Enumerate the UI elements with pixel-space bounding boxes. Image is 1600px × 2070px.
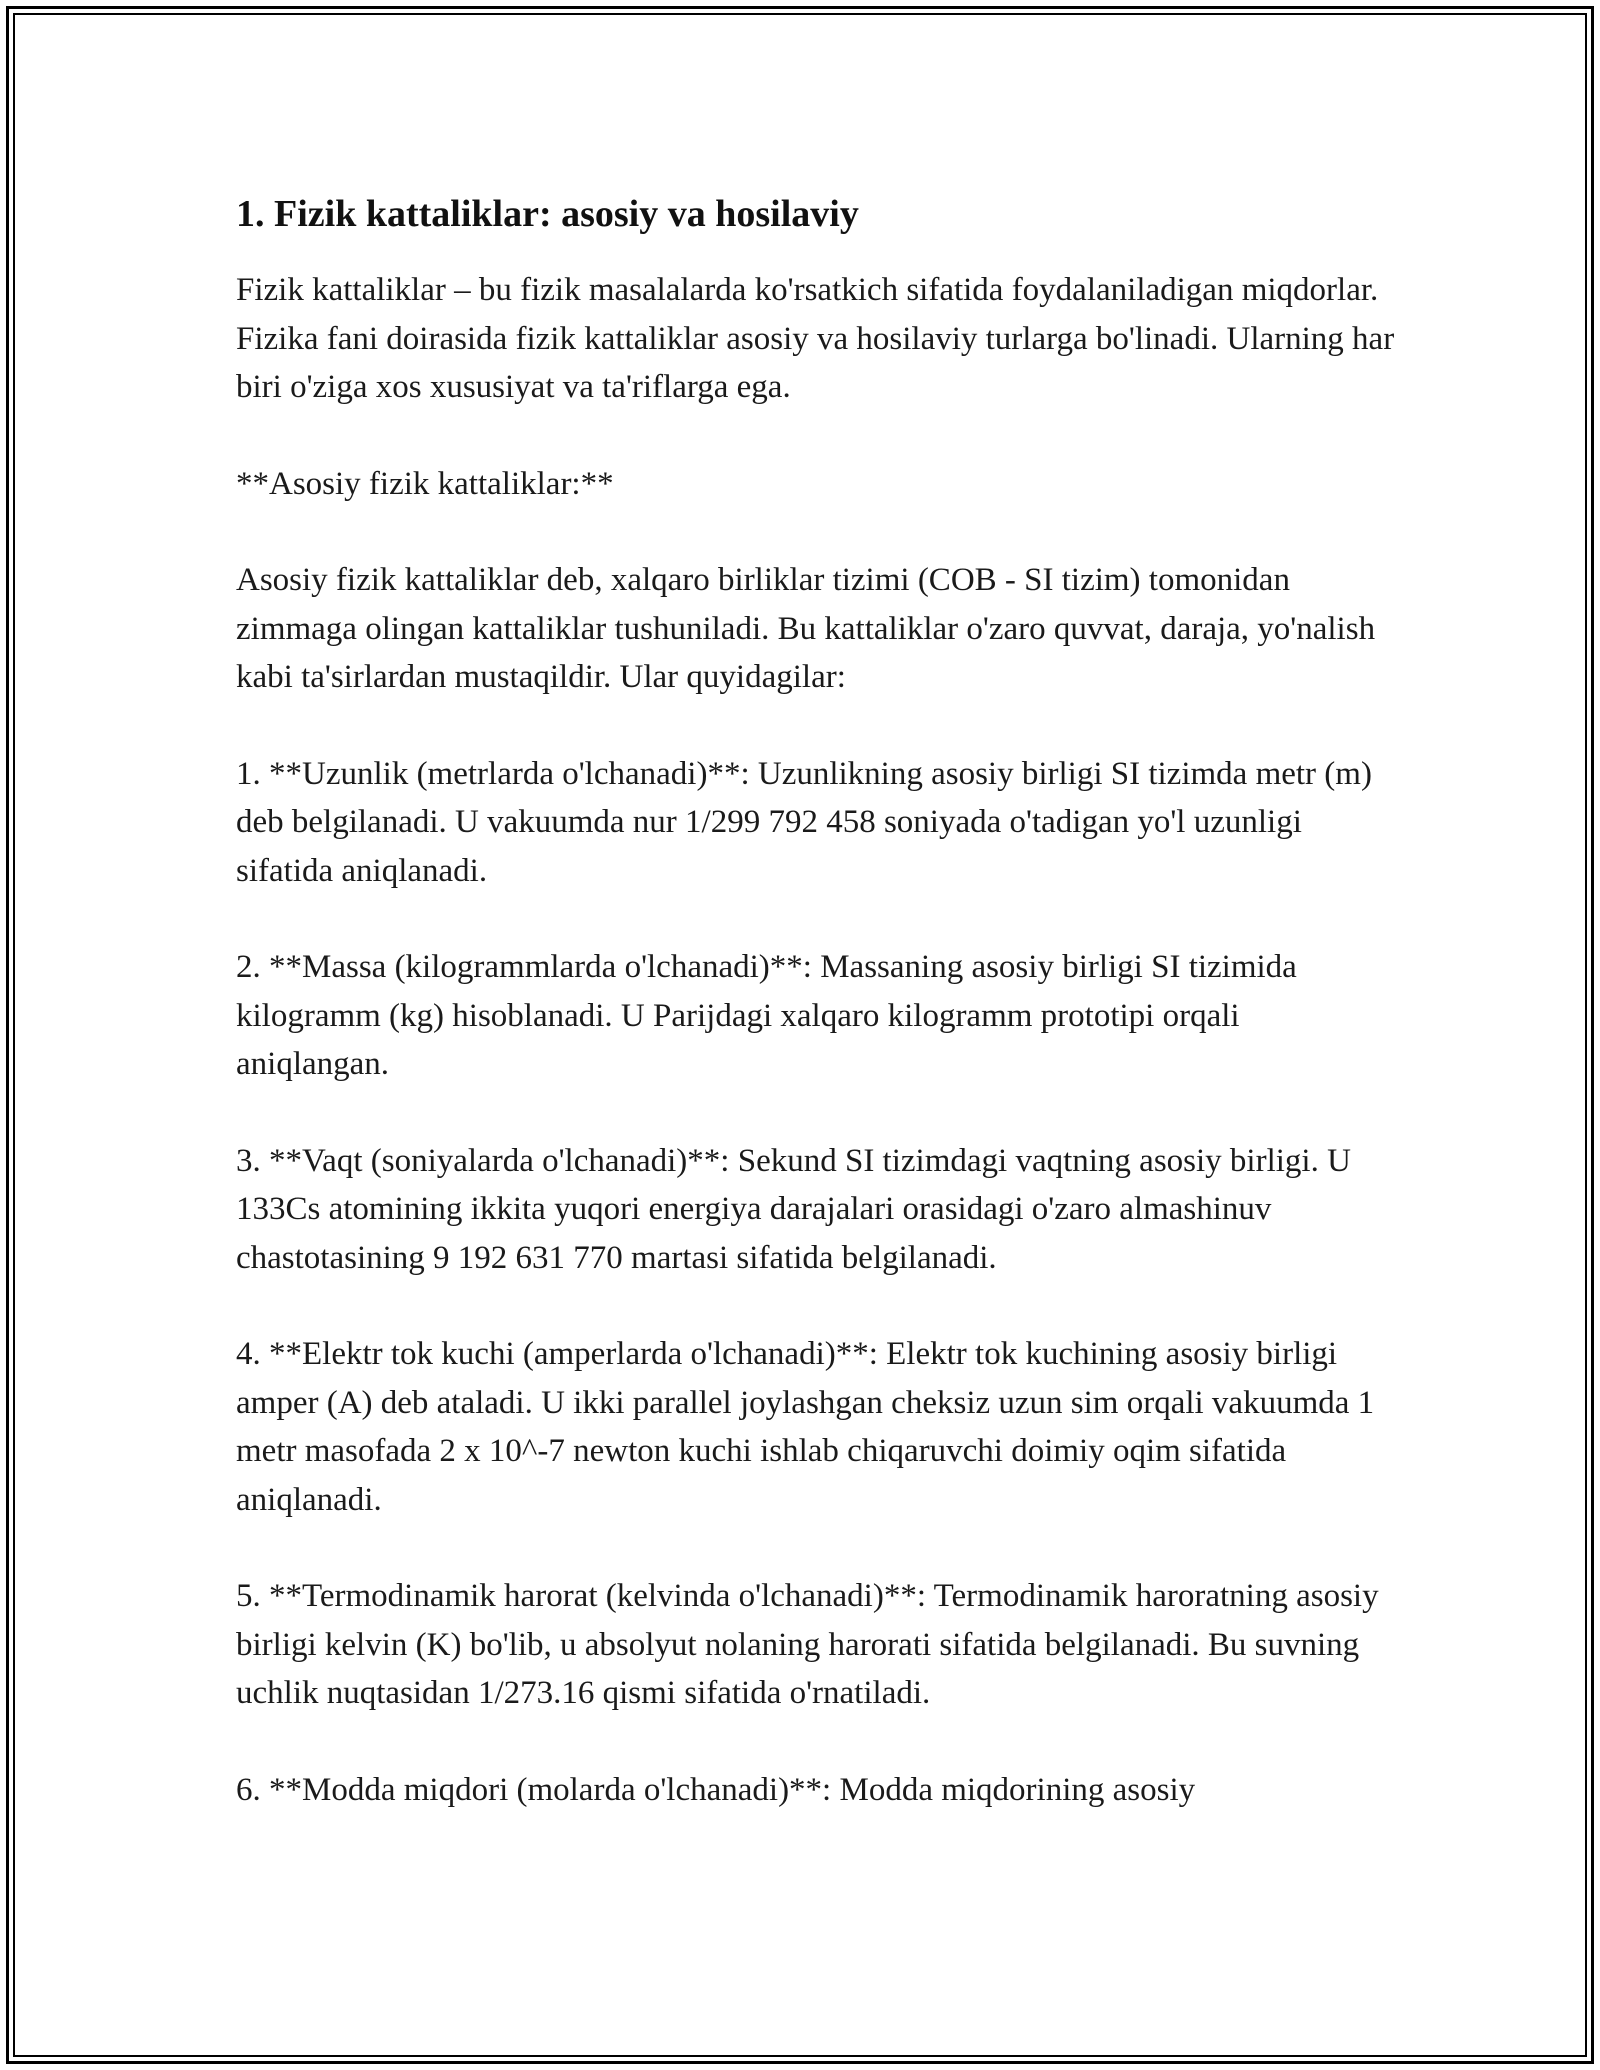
list-item-electric-current: 4. **Elektr tok kuchi (amperlarda o'lchanadi)**: Elektr tok kuchining asosiy birligi amper (A) deb ataladi. U ikki parallel joylashgan cheksiz uzun sim orqali vakuumda 1 metr masofada 2 x 10^-7 newton kuchi ishlab chiqaruvchi doimiy oqim sifatida aniqlanadi.	[236, 1336, 1375, 1518]
list-item-amount-of-substance: 6. **Modda miqdori (molarda o'lchanadi)**: Modda miqdorining asosiy	[236, 1771, 1196, 1808]
section-title: 1. Fizik kattaliklar: asosiy va hosilaviy	[236, 193, 859, 235]
list-item-length: 1. **Uzunlik (metrlarda o'lchanadi)**: Uzunlikning asosiy birligi SI tizimda metr (m) deb belgilanadi. U vakuumda nur 1/299 792 458 soniyada o'tadigan yo'l uzunligi sifatida aniqlanadi.	[236, 755, 1372, 889]
list-item-time: 3. **Vaqt (soniyalarda o'lchanadi)**: Sekund SI tizimdagi vaqtning asosiy birligi. U 133Cs atomining ikkita yuqori energiya darajalari orasidagi o'zaro almashinuv chastotasining 9 192 631 770 martasi sifatida belgilanadi.	[236, 1142, 1351, 1276]
list-item-temperature: 5. **Termodinamik harorat (kelvinda o'lchanadi)**: Termodinamik haroratning asosiy birligi kelvin (K) bo'lib, u absolyut nolaning harorati sifatida belgilanadi. Bu suvning uchlik nuqtasidan 1/273.16 qismi sifatida o'rnatiladi.	[236, 1578, 1379, 1711]
intro-paragraph: Fizik kattaliklar – bu fizik masalalarda ko'rsatkich sifatida foydalaniladigan miqdorlar. Fizika fani doirasida fizik kattaliklar asosiy va hosilaviy turlarga bo'linadi. Ularning har biri o'ziga xos xususiyat va ta'riflarga ega.	[236, 272, 1395, 405]
list-item-mass: 2. **Massa (kilogrammlarda o'lchanadi)**: Massaning asosiy birligi SI tizimida kilogramm (kg) hisoblanadi. U Parijdagi xalqaro kilogramm prototipi orqali aniqlangan.	[236, 949, 1297, 1082]
basic-quantities-heading: **Asosiy fizik kattaliklar:**	[236, 465, 614, 502]
basic-quantities-definition: Asosiy fizik kattaliklar deb, xalqaro birliklar tizimi (COB - SI tizim) tomonidan zimmaga olingan kattaliklar tushuniladi. Bu kattaliklar o'zaro quvvat, daraja, yo'nalish kabi ta'sirlardan mustaqildir. Ular quyidagilar:	[236, 562, 1376, 695]
document-body	[236, 186, 1396, 1814]
